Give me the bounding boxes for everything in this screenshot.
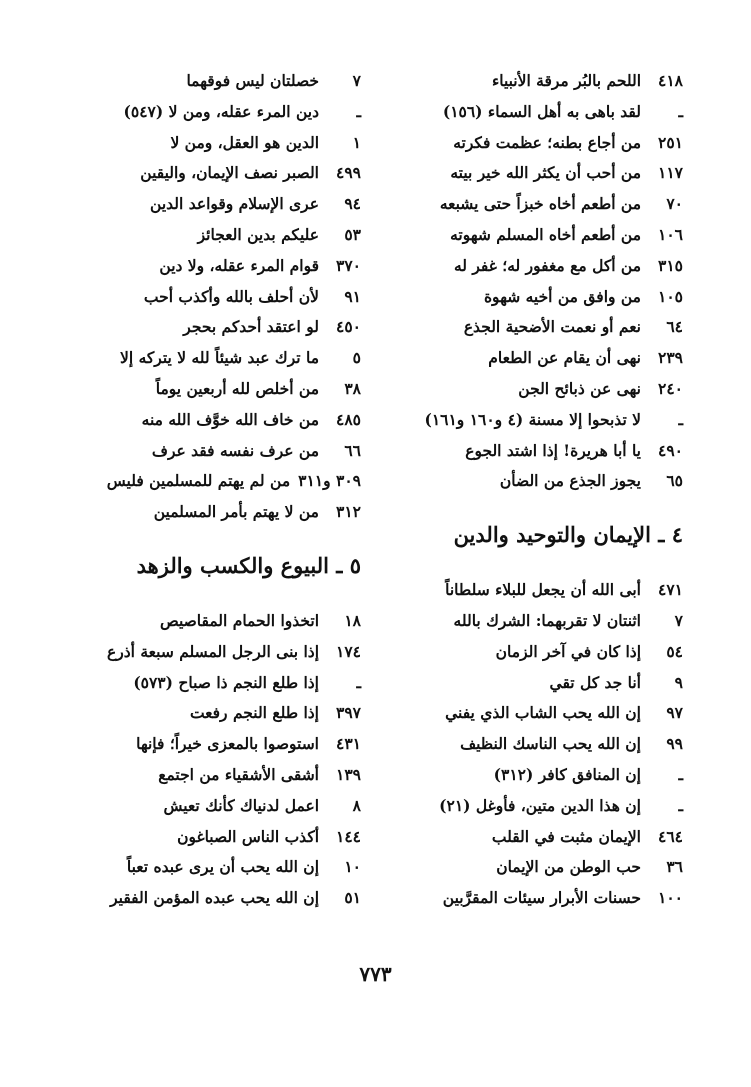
- entry-text: حسنات الأبرار سيئات المقرَّبين: [442, 888, 641, 908]
- index-entry: [51, 374, 361, 405]
- entry-number: ٦٥: [666, 471, 683, 491]
- index-entry: [51, 405, 361, 436]
- entry-text: نعم أو نعمت الأضحية الجذع: [463, 317, 641, 337]
- entry-text: عرى الإسلام وقواعد الدين: [150, 194, 319, 214]
- index-entry: [51, 158, 361, 189]
- entry-list-food: [383, 66, 683, 497]
- index-entry: [51, 220, 361, 251]
- entry-list-trade: [51, 606, 361, 914]
- entry-number: ٢٤٠: [658, 378, 683, 398]
- entry-number: ٤١٨: [658, 71, 683, 90]
- index-entry: [383, 282, 683, 313]
- index-entry: [383, 220, 683, 251]
- entry-text: اللحم بالبُر مرقة الأنبياء: [491, 71, 641, 90]
- index-entry: [383, 606, 683, 637]
- index-entry: [51, 883, 361, 914]
- index-entry: [383, 698, 683, 729]
- entry-text: خصلتان ليس فوقهما: [186, 71, 319, 90]
- entry-text: الصبر نصف الإيمان، واليقين: [140, 163, 319, 183]
- entry-number: ٥١: [344, 888, 361, 908]
- entry-text: من أكل مع مغفور له؛ غفر له: [453, 255, 641, 275]
- entry-text: ما ترك عبد شيئاً لله لا يتركه إلا: [120, 348, 319, 368]
- entry-number: ٣٠٩ و٣١١: [298, 471, 361, 491]
- index-entry: [383, 466, 683, 497]
- index-entry: [383, 66, 683, 97]
- entry-text: إذا بنى الرجل المسلم سبعة أذرع: [107, 641, 319, 661]
- section-heading-faith: ٤ ـ الإيمان والتوحيد والدين: [453, 522, 683, 548]
- index-entry: [51, 466, 361, 497]
- entry-text: من خاف الله خوَّف الله منه: [141, 409, 319, 429]
- entry-text: من أجاع بطنه؛ عظمت فكرته: [453, 132, 641, 152]
- entry-text: إن الله يحب الشاب الذي يفني: [445, 703, 641, 723]
- index-entry: [383, 436, 683, 467]
- entry-number: ٤٣١: [336, 734, 361, 754]
- entry-text: إذا كان في آخر الزمان: [495, 641, 641, 661]
- entry-text: من أحب أن يكثر الله خير بيته: [450, 163, 641, 183]
- entry-text: إذا طلع النجم ذا صباح (٥٧٣): [133, 672, 319, 692]
- index-entry: [51, 822, 361, 853]
- entry-number: ٣٩٧: [336, 703, 361, 723]
- index-entry: [383, 637, 683, 668]
- entry-number: ١٠٦: [658, 224, 683, 244]
- index-entry: [383, 729, 683, 760]
- entry-number: ١: [352, 132, 361, 152]
- index-entry: [51, 729, 361, 760]
- entry-text: إن هذا الدين متين، فأوغل (٢١): [439, 795, 641, 815]
- index-entry: [51, 852, 361, 883]
- entry-text: من أخلص لله أربعين يوماً: [155, 378, 319, 398]
- index-entry: [383, 760, 683, 791]
- entry-text: أنا جد كل تقي: [549, 672, 641, 692]
- index-entry: [383, 852, 683, 883]
- index-entry: [383, 575, 683, 606]
- index-entry: [383, 97, 683, 128]
- index-entry: [51, 606, 361, 637]
- index-entry: [383, 791, 683, 822]
- index-entry: [51, 760, 361, 791]
- entry-list-religion: [51, 66, 361, 528]
- entry-number: ٦٦: [344, 440, 361, 460]
- entry-text: إن المنافق كافر (٣١٢): [493, 764, 641, 784]
- index-entry: [383, 158, 683, 189]
- index-entry: [51, 668, 361, 699]
- entry-number: ـ: [678, 101, 683, 121]
- entry-number: ٣٦: [666, 857, 683, 877]
- index-column-left: [51, 66, 361, 914]
- entry-number: ١٨: [344, 610, 361, 630]
- index-entry: [383, 189, 683, 220]
- entry-text: لا تذبحوا إلا مسنة (٤ و١٦٠ و١٦١): [424, 409, 641, 429]
- entry-number: ١٣٩: [336, 764, 361, 784]
- entry-number: ١٠٠: [658, 888, 683, 908]
- entry-text: يجوز الجذع من الضأن: [499, 471, 641, 491]
- entry-text: الإيمان مثبت في القلب: [491, 826, 641, 846]
- entry-number: ٣٨: [344, 378, 361, 398]
- page-number: ٧٧٣: [359, 962, 392, 986]
- index-entry: [383, 128, 683, 159]
- index-column-right: [383, 66, 683, 914]
- index-entry: [51, 66, 361, 97]
- entry-number: ٩: [674, 672, 683, 692]
- entry-number: ٤٩٠: [658, 440, 683, 460]
- entry-number: ٨: [352, 795, 361, 815]
- entry-number: ٣١٥: [658, 255, 683, 275]
- entry-text: من لم يهتم للمسلمين فليس: [106, 471, 291, 491]
- entry-number: ١٧٤: [336, 641, 361, 661]
- entry-number: ٤٨٥: [336, 409, 361, 429]
- entry-text: إن الله يحب أن يرى عبده تعباً: [126, 857, 319, 877]
- entry-text: لو اعتقد أحدكم بحجر: [183, 317, 319, 337]
- entry-number: ١١٧: [658, 163, 683, 183]
- section-heading-trade: ٥ ـ البيوع والكسب والزهد: [136, 552, 361, 578]
- entry-text: حب الوطن من الإيمان: [496, 857, 641, 877]
- entry-number: ١٠: [344, 857, 361, 877]
- entry-number: ٦٤: [666, 317, 683, 337]
- index-entry: [383, 343, 683, 374]
- entry-number: ـ: [678, 795, 683, 815]
- index-entry: [51, 128, 361, 159]
- entry-number: ٩٩: [666, 734, 683, 754]
- entry-text: اتخذوا الحمام المقاصيص: [159, 610, 319, 630]
- index-entry: [51, 637, 361, 668]
- index-entry: [51, 312, 361, 343]
- entry-text: من عرف نفسه فقد عرف: [151, 440, 319, 460]
- entry-number: ٥٤: [666, 641, 683, 661]
- entry-text: اثنتان لا تقربهما: الشرك بالله: [453, 610, 641, 630]
- entry-number: ٧: [352, 71, 361, 90]
- entry-text: الدين هو العقل، ومن لا: [170, 132, 319, 152]
- index-entry: [383, 883, 683, 914]
- entry-text: من أطعم أخاه المسلم شهوته: [450, 224, 641, 244]
- index-entry: [51, 251, 361, 282]
- entry-text: من وافق من أخيه شهوة: [483, 286, 641, 306]
- entry-number: ١٤٤: [336, 826, 361, 846]
- entry-number: ٤٧١: [658, 580, 683, 600]
- entry-text: إن الله يحب الناسك النظيف: [460, 734, 641, 754]
- entry-text: لأن أحلف بالله وأكذب أحب: [143, 286, 319, 306]
- index-entry: [383, 251, 683, 282]
- entry-text: إذا طلع النجم رفعت: [189, 703, 319, 723]
- entry-text: أكذب الناس الصباغون: [177, 826, 319, 846]
- index-entry: [51, 282, 361, 313]
- entry-number: ـ: [356, 672, 361, 692]
- index-entry: [51, 343, 361, 374]
- entry-list-faith: [383, 575, 683, 914]
- entry-text: أبى الله أن يجعل للبلاء سلطاناً: [445, 580, 641, 600]
- entry-text: لقد باهى به أهل السماء (١٥٦): [442, 101, 641, 121]
- entry-text: أشقى الأشقياء من اجتمع: [158, 764, 319, 784]
- entry-number: ٧٠: [666, 194, 683, 214]
- index-entry: [51, 97, 361, 128]
- entry-text: قوام المرء عقله، ولا دين: [159, 255, 319, 275]
- index-entry: [383, 822, 683, 853]
- entry-number: ٢٣٩: [658, 348, 683, 368]
- index-entry: [51, 497, 361, 528]
- index-entry: [51, 189, 361, 220]
- entry-number: ـ: [678, 409, 683, 429]
- entry-text: اعمل لدنياك كأنك تعيش: [163, 795, 319, 815]
- index-entry: [51, 436, 361, 467]
- entry-number: ٩١: [344, 286, 361, 306]
- entry-number: ٩٤: [344, 194, 361, 214]
- entry-text: استوصوا بالمعزى خيراً؛ فإنها: [136, 734, 319, 754]
- index-entry: [383, 405, 683, 436]
- index-entry: [383, 668, 683, 699]
- entry-text: نهى أن يقام عن الطعام: [488, 348, 641, 368]
- entry-text: دين المرء عقله، ومن لا (٥٤٧): [123, 101, 319, 121]
- entry-number: ٣٧٠: [336, 255, 361, 275]
- entry-number: ٢٥١: [658, 132, 683, 152]
- entry-number: ٩٧: [666, 703, 683, 723]
- entry-number: ـ: [678, 764, 683, 784]
- entry-text: يا أبا هريرة! إذا اشتد الجوع: [465, 440, 641, 460]
- entry-number: ٥٣: [344, 224, 361, 244]
- entry-number: ٤٩٩: [336, 163, 361, 183]
- entry-text: عليكم بدين العجائز: [197, 224, 319, 244]
- entry-text: إن الله يحب عبده المؤمن الفقير: [110, 888, 319, 908]
- index-entry: [383, 374, 683, 405]
- entry-number: ـ: [356, 101, 361, 121]
- entry-number: ٧: [674, 610, 683, 630]
- entry-number: ٤٥٠: [336, 317, 361, 337]
- entry-text: من لا يهتم بأمر المسلمين: [153, 502, 319, 522]
- entry-text: من أطعم أخاه خبزاً حتى يشبعه: [439, 194, 641, 214]
- entry-number: ١٠٥: [658, 286, 683, 306]
- index-entry: [51, 698, 361, 729]
- entry-number: ٣١٢: [336, 502, 361, 522]
- entry-text: نهى عن ذبائح الجن: [518, 378, 641, 398]
- index-entry: [51, 791, 361, 822]
- entry-number: ٥: [352, 348, 361, 368]
- entry-number: ٤٦٤: [658, 826, 683, 846]
- index-entry: [383, 312, 683, 343]
